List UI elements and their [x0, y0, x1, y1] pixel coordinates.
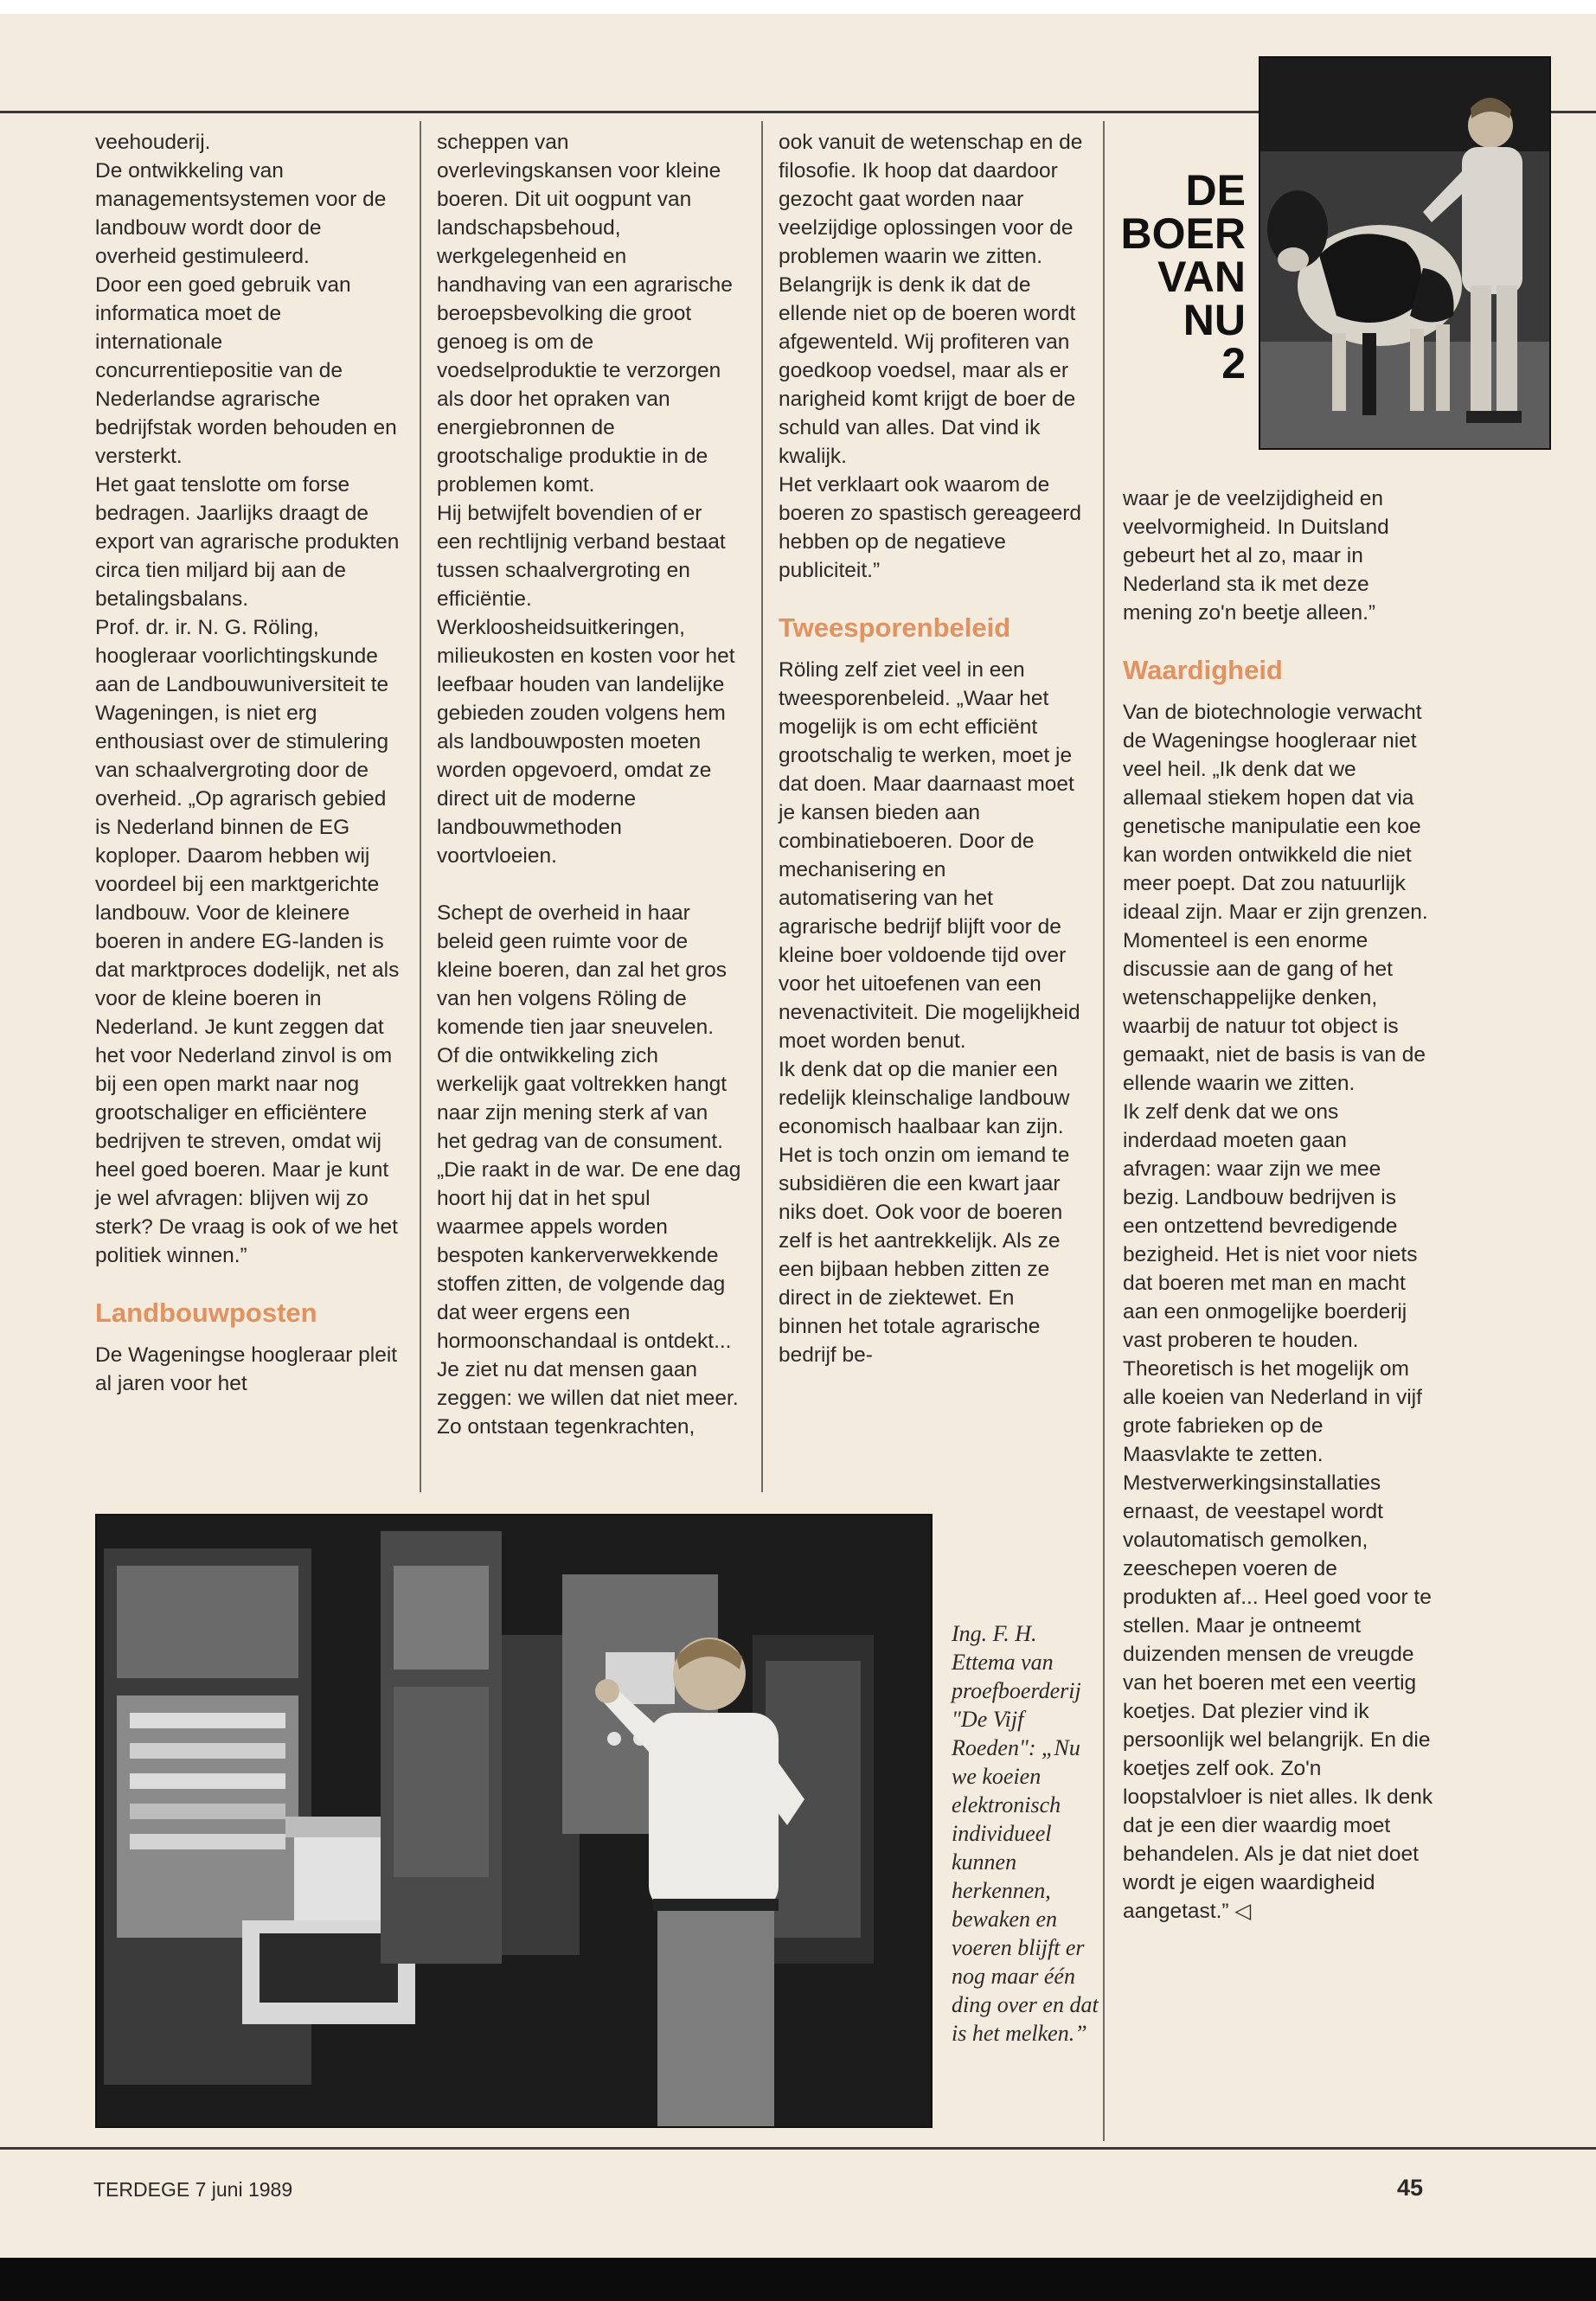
col4-paragraph: Van de biotechnologie verwacht de Wageningse hoogleraar niet veel heil. „Ik denk dat we allemaal stiekem hopen dat via genetische manipulatie een koe kan worden ontwikkeld die niet meer poept. Dat zou natuurlijk ideaal zijn. Maar er zijn grenzen. Momenteel is een enorme discussie aan de gang of het wetenschappelijke denken, waarbij de natuur tot object is gemaakt, niet de basis is van de ellende waarin we zitten. — [1123, 701, 1428, 1095]
column-rule — [761, 121, 763, 1492]
col1-paragraph: Door een goed gebruik van informatica moet de internationale concurrentiepositie van de Nederlandse agrarische bedrijfstak worden behouden en versterkt. — [95, 273, 397, 468]
col2-paragraph: Hij betwijfelt bovendien of er een rechtlijnig verband bestaat tussen schaalvergroting en efficiëntie. Werkloosheidsuitkeringen, milieukosten en kosten voor het leefbaar houden van landelijke gebieden zouden volgens hem als landbouwposten moeten worden opgevoerd, omdat ze direct uit de moderne landbouwmethoden voortvloeien. — [437, 502, 735, 868]
col2-paragraph: Schept de overheid in haar beleid geen ruimte voor de kleine boeren, dan zal het gros van hen volgens Röling de komende tien jaar sneuvelen. Of die ontwikkeling zich werkelijk gaat voltrekken hangt naar zijn mening sterk af van het gedrag van de consument. — [437, 901, 727, 1153]
section-heading-tweesporenbeleid: Tweesporenbeleid — [779, 612, 1011, 643]
page-number: 45 — [1397, 2175, 1424, 2201]
photo-caption — [952, 1619, 1099, 2048]
col3-paragraph: Röling zelf ziet veel in een tweesporenbeleid. „Waar het mogelijk is om echt efficiënt grootschalig te werken, moet je dat doen. Maar daarnaast moet je kansen bieden aan combinatieboeren. Door de mechanisering en automatisering van het agrarische bedrijf blijft voor de kleine boer voldoende tijd over voor het uitoefenen van een nevenactiviteit. Die mogelijkheid moet worden benut. — [779, 658, 1080, 1053]
column-rule — [420, 121, 421, 1492]
section-heading-landbouwposten: Landbouwposten — [95, 1298, 317, 1328]
title-line: 2 — [1221, 339, 1246, 388]
page-bottom-edge — [0, 2258, 1596, 2301]
col3-paragraph: Ik denk dat op die manier een redelijk kleinschalige landbouw economisch haalbaar kan zijn. Het is toch onzin om iemand te subsidiëren die een kwart jaar niks doet. Ook voor de boeren zelf is het aantrekkelijk. Als ze een bijbaan hebben zitten ze direct in de ziektewet. En binnen het totale agrarische bedrijf be- — [779, 1058, 1070, 1367]
column-4 — [1123, 484, 1434, 1926]
col3-paragraph: Het verklaart ook waarom de boeren zo spastisch gereageerd hebben op de negatieve publiciteit.” — [779, 473, 1082, 582]
col3-paragraph: ook vanuit de wetenschap en de filosofie. Ik hoop dat daardoor gezocht gaat worden naar veelzijdige oplossingen voor de problemen waarin we zitten. Belangrijk is denk ik dat de ellende niet op de boeren wordt afgewenteld. Wij profiteren van goedkoop voedsel, maar als er narigheid komt krijgt de boer de schuld van alles. Dat vind ik kwalijk. — [779, 131, 1083, 468]
col2-paragraph: scheppen van overlevingskansen voor kleine boeren. Dit uit oogpunt van landschapsbehoud, werkgelegenheid en handhaving van een agrarische beroepsbevolking die groot genoeg is om de voedselproduktie te verzorgen als door het opraken van energiebronnen de grootschalige produktie in de problemen komt. — [437, 131, 733, 497]
bottom-rule — [0, 2147, 1596, 2150]
column-2 — [437, 128, 741, 1441]
column-rule — [1103, 121, 1105, 2141]
farmer-cow-photo — [1259, 56, 1551, 450]
column-3 — [779, 128, 1083, 1369]
footer-publication: TERDEGE 7 juni 1989 — [93, 2178, 293, 2201]
title-line: NU — [1183, 296, 1246, 344]
col1-paragraph: De Wageningse hoogleraar pleit al jaren voor het — [95, 1343, 398, 1395]
column-1 — [95, 128, 400, 1398]
col4-paragraph: waar je de veelzijdigheid en veelvormigheid. In Duitsland gebeurt het al zo, maar in Nederland sta ik met deze mening zo'n beetje alleen.” — [1123, 487, 1389, 625]
col1-paragraph: veehouderij. — [95, 131, 211, 154]
col2-paragraph: „Die raakt in de war. De ene dag hoort hij dat in het spul waarmee appels worden bespoten kankerverwekkende stoffen zitten, de volgende dag dat weer ergens een hormoonschandaal is ontdekt... Je ziet nu dat mensen gaan zeggen: we willen dat niet meer. Zo ontstaan tegenkrachten, — [437, 1158, 741, 1439]
title-line: VAN — [1157, 253, 1246, 301]
page-top-edge — [0, 0, 1596, 14]
col1-paragraph: De ontwikkeling van managementsystemen voor de landbouw wordt door de overheid gestimuleerd. — [95, 159, 387, 268]
title-line: BOER — [1120, 209, 1246, 258]
section-heading-waardigheid: Waardigheid — [1123, 655, 1283, 685]
computer-room-photo — [95, 1514, 933, 2128]
series-title — [1112, 166, 1246, 388]
caption-text: Ing. F. H. Ettema van proefboerderij "De Vijf Roeden": „Nu we koeien elektronisch individueel kunnen herkennen, bewaken en voeren blijft er nog maar één ding over en dat is het melken.” — [952, 1621, 1099, 2046]
col1-paragraph: Prof. dr. ir. N. G. Röling, hoogleraar voorlichtingskunde aan de Landbouwuniversiteit te Wageningen, is niet erg enthousiast over de stimulering van schaalvergroting door de overheid. „Op agrarisch gebied is Nederland binnen de EG koploper. Daarom hebben wij voordeel bij een marktgerichte landbouw. Voor de kleinere boeren in andere EG-landen is dat marktproces dodelijk, net als voor de kleine boeren in Nederland. Je kunt zeggen dat het voor Nederland zinvol is om bij een open markt naar nog grootschaliger en efficiëntere bedrijven te streven, omdat wij heel goed boeren. Maar je kunt je wel afvragen: blijven wij zo sterk? De vraag is ook of we het politiek winnen.” — [95, 616, 400, 1267]
col4-paragraph: Ik zelf denk dat we ons inderdaad moeten gaan afvragen: waar zijn we mee bezig. Landbouw bedrijven is een ontzettend bevredigende bezigheid. Het is niet voor niets dat boeren met man en macht aan een onmogelijke boerderij vast proberen te houden. Theoretisch is het mogelijk om alle koeien van Nederland in vijf grote fabrieken op de Maasvlakte te zetten. Mestverwerkingsinstallaties ernaast, de veestapel wordt volautomatisch gemolken, zeeschepen voeren de produkten af... Heel goed voor te stellen. Maar je ontneemt duizenden mensen de vreugde van het boeren met een veertig koetjes. Dat plezier vind ik persoonlijk wel belangrijk. En die koetjes zelf ook. Zo'n loopstalvloer is niet alles. Ik denk dat je een dier waardig moet behandelen. Als je dat niet doet wordt je eigen waardigheid aangetast.” ◁ — [1123, 1100, 1433, 1923]
col1-paragraph: Het gaat tenslotte om forse bedragen. Jaarlijks draagt de export van agrarische produkten circa tien miljard bij aan de betalingsbalans. — [95, 473, 400, 611]
title-line: DE — [1185, 166, 1246, 215]
